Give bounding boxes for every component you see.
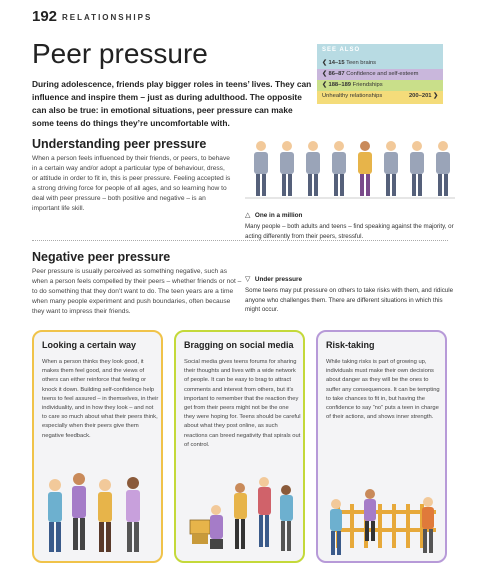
caption-title: One in a million [254, 212, 303, 219]
see-also-item-confidence[interactable] [317, 69, 443, 80]
negative-heading: Negative peer pressure [32, 250, 171, 264]
box-looking-a-certain-way [32, 330, 163, 563]
section-label: RELATIONSHIPS [62, 13, 153, 22]
page-number: 192 [32, 8, 58, 25]
see-also-label: Confidence and self-esteem [346, 71, 419, 77]
see-also-label: Friendships [352, 82, 383, 88]
see-also-pages: ❮ 86–87 [322, 71, 345, 77]
see-also-pages: ❮ 188–189 [322, 82, 352, 88]
box-text: Social media gives teens forums for sharing their thoughts and lives with a wide network of people. It can be easy to brag to attract comments and interest from others, but it’s important to remember that the reaction they get from their peers might not be the one they were hoping for. Teens should be careful about what they post online, as such reactions can breed negativity that spirals out of control. [184, 359, 301, 448]
caption-under-pressure [245, 268, 457, 315]
box-title: Looking a certain way [42, 340, 137, 350]
see-also-title: SEE ALSO [322, 47, 361, 53]
intro-paragraph: During adolescence, friends play bigger roles in teens’ lives. They can influence and inspire them – just as during adulthood. The opposite can also be true: in emotional situations, peer pressure can make some teens do things they’re uncomfortable with. [32, 79, 312, 128]
see-also-panel [317, 44, 443, 104]
triangle-down-icon: ▽ [245, 276, 251, 283]
box-title: Bragging on social media [184, 340, 294, 350]
fence-illustration [322, 470, 445, 556]
caption-title: Under pressure [254, 276, 303, 283]
section-divider [32, 240, 448, 241]
see-also-pages: ❮ 14–15 [322, 60, 345, 66]
crowd-illustration [245, 138, 455, 200]
box-text: When a person thinks they look good, it makes them feel good, and the views of others can either reinforce that feeling or knock it down. Building self-confidence help teens to feel assured – in themselves, in their individuality, and in how they look – and not to care so much about what their peers think, especially when their peers give them negative feedback. [42, 359, 159, 439]
see-also-item-friendships[interactable] [317, 80, 443, 91]
negative-body: Peer pressure is usually perceived as something negative, such as when a person feels compelled by their peers – whether friends or not – to do something that they don’t want to do. The teen years are a time when many people experiment and push boundaries, often because they want to impress their friends. [32, 268, 242, 315]
box-risk-taking [316, 330, 447, 563]
see-also-item-unhealthy[interactable] [317, 91, 443, 104]
social-media-illustration [180, 470, 303, 556]
figure-group [254, 141, 450, 196]
understanding-body: When a person feels influenced by their friends, or peers, to behave in a certain way and/or adopt a particular type of behaviour, dress, or attitude in order to fit in, this is peer pressure. Feeling accepted is a strong driving force for people of all ages, and so learning how to deal with peer pressure – both positive and negative – is an important life skill. [32, 155, 231, 212]
caption-text: Some teens may put pressure on others to take risks with them, and ridicule anyone who challenges them. There are different situations in which this might occur. [245, 287, 454, 313]
see-also-item-teen-brains[interactable] [317, 58, 443, 69]
understanding-heading: Understanding peer pressure [32, 137, 207, 151]
triangle-up-icon: △ [245, 212, 251, 219]
friends-illustration [38, 468, 161, 556]
box-title: Risk-taking [326, 340, 375, 350]
see-also-pages: 200–201 ❯ [408, 93, 438, 99]
box-text: While taking risks is part of growing up, individuals must make their own decisions about danger as they will be the ones to suffer any consequences. It can be tempting to take chances to fit in, but having the confidence to say “no” puts a teen in charge of their actions, and shows inner strength. [326, 359, 440, 421]
page-title: Peer pressure [32, 38, 208, 69]
box-bragging-on-social-media [174, 330, 305, 563]
caption-text: Many people – both adults and teens – find speaking against the majority, or acting differently from their peers, stressful. [245, 223, 454, 240]
caption-one-in-a-million [245, 204, 455, 241]
see-also-label: Unhealthy relationships [322, 93, 383, 99]
see-also-label: Teen brains [346, 60, 377, 66]
